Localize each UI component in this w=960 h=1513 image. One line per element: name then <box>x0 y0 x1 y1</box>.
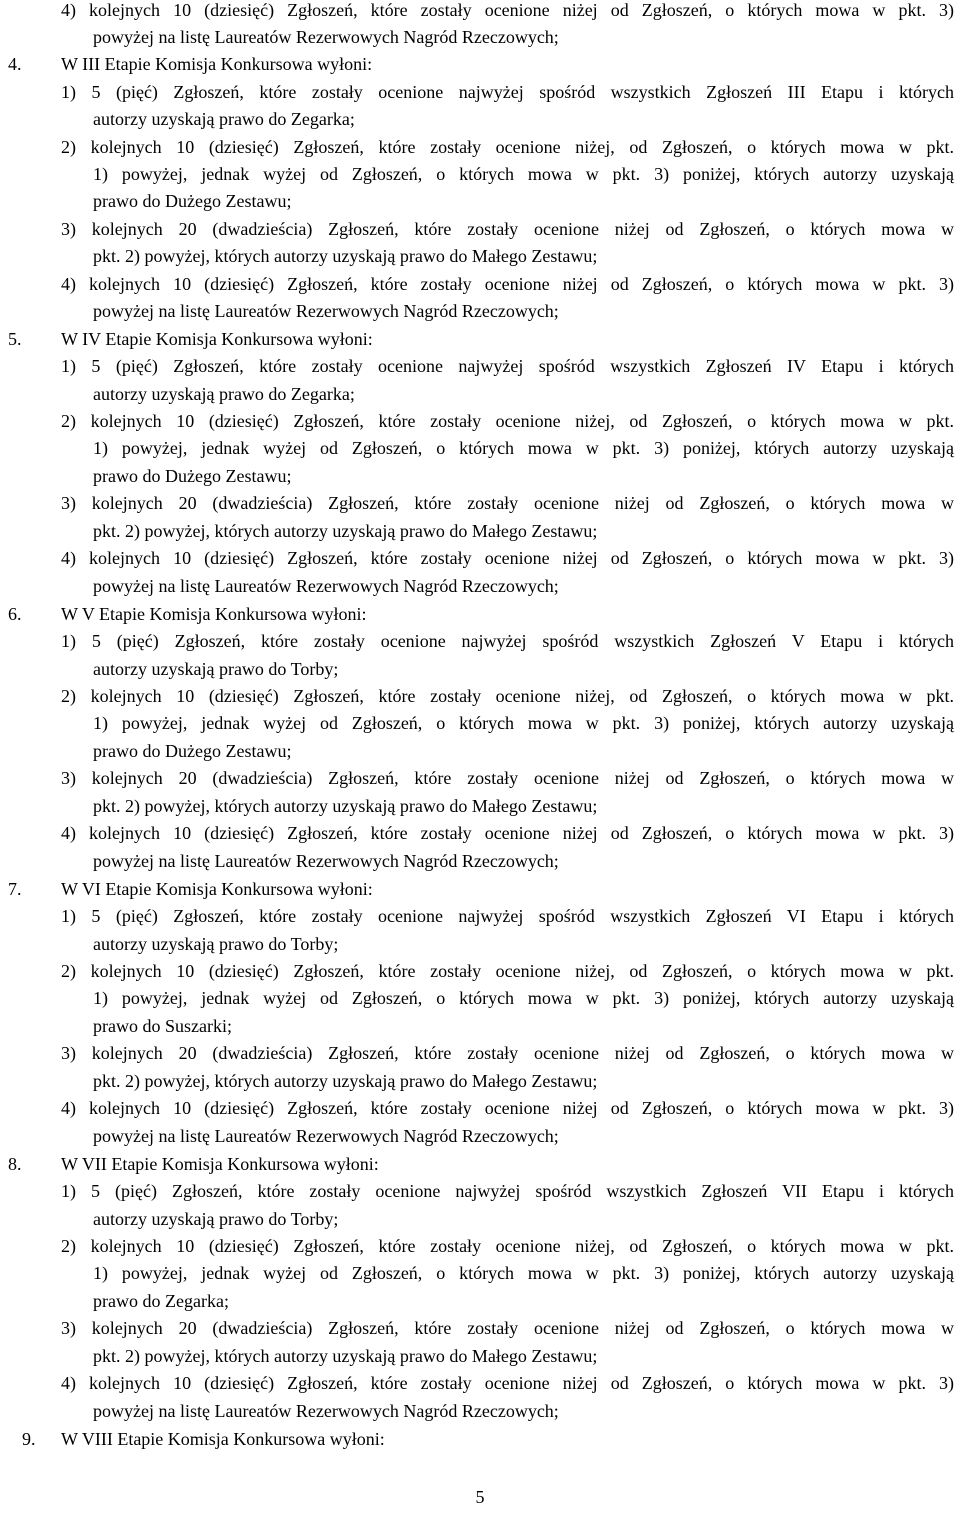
text-line: 4) kolejnych 10 (dziesięć) Zgłoszeń, które zostały ocenione niżej od Zgłoszeń, o których mowa w pkt. 3) <box>61 548 954 568</box>
text-line: 4) kolejnych 10 (dziesięć) Zgłoszeń, które zostały ocenione niżej od Zgłoszeń, o których mowa w pkt. 3) <box>61 1098 954 1118</box>
text-line: 1) 5 (pięć) Zgłoszeń, które zostały ocenione najwyżej spośród wszystkich Zgłoszeń V Etapu i których <box>61 631 954 651</box>
text-line: pkt. 2) powyżej, których autorzy uzyskają prawo do Małego Zestawu; <box>93 246 598 266</box>
text-line: 3) kolejnych 20 (dwadzieścia) Zgłoszeń, które zostały ocenione niżej od Zgłoszeń, o których mowa w <box>61 219 954 239</box>
text-line: prawo do Suszarki; <box>93 1016 232 1036</box>
text-line: prawo do Zegarka; <box>93 1291 229 1311</box>
text-line: 1) powyżej, jednak wyżej od Zgłoszeń, o których mowa w pkt. 3) poniżej, których autorzy uzyskają <box>93 1263 954 1283</box>
text-line: prawo do Dużego Zestawu; <box>93 191 292 211</box>
text-line: 4) kolejnych 10 (dziesięć) Zgłoszeń, które zostały ocenione niżej od Zgłoszeń, o których mowa w pkt. 3) <box>61 274 954 294</box>
page-number: 5 <box>475 1487 485 1507</box>
text-line: 1) 5 (pięć) Zgłoszeń, które zostały ocenione najwyżej spośród wszystkich Zgłoszeń VII Etapu i których <box>61 1181 954 1201</box>
text-line: autorzy uzyskają prawo do Zegarka; <box>93 384 355 404</box>
text-line: powyżej na listę Laureatów Rezerwowych Nagród Rzeczowych; <box>93 1401 559 1421</box>
section-heading: W VI Etapie Komisja Konkursowa wyłoni: <box>61 879 373 899</box>
text-line: 1) 5 (pięć) Zgłoszeń, które zostały ocenione najwyżej spośród wszystkich Zgłoszeń IV Etapu i których <box>61 356 954 376</box>
text-line: autorzy uzyskają prawo do Torby; <box>93 934 339 954</box>
text-line: powyżej na listę Laureatów Rezerwowych Nagród Rzeczowych; <box>93 27 559 47</box>
text-line: 1) powyżej, jednak wyżej od Zgłoszeń, o których mowa w pkt. 3) poniżej, których autorzy uzyskają <box>93 713 954 733</box>
text-line: autorzy uzyskają prawo do Torby; <box>93 659 339 679</box>
text-line: 1) powyżej, jednak wyżej od Zgłoszeń, o których mowa w pkt. 3) poniżej, których autorzy uzyskają <box>93 438 954 458</box>
text-line: powyżej na listę Laureatów Rezerwowych Nagród Rzeczowych; <box>93 1126 559 1146</box>
text-line: 4) kolejnych 10 (dziesięć) Zgłoszeń, które zostały ocenione niżej od Zgłoszeń, o których mowa w pkt. 3) <box>61 823 954 843</box>
section-number: 6. <box>8 604 22 624</box>
text-line: pkt. 2) powyżej, których autorzy uzyskają prawo do Małego Zestawu; <box>93 1071 598 1091</box>
text-line: 1) powyżej, jednak wyżej od Zgłoszeń, o których mowa w pkt. 3) poniżej, których autorzy uzyskają <box>93 988 954 1008</box>
section-number: 8. <box>8 1154 22 1174</box>
text-line: 3) kolejnych 20 (dwadzieścia) Zgłoszeń, które zostały ocenione niżej od Zgłoszeń, o których mowa w <box>61 493 954 513</box>
text-line: autorzy uzyskają prawo do Torby; <box>93 1209 339 1229</box>
text-line: 3) kolejnych 20 (dwadzieścia) Zgłoszeń, które zostały ocenione niżej od Zgłoszeń, o których mowa w <box>61 768 954 788</box>
section-heading: W IV Etapie Komisja Konkursowa wyłoni: <box>61 329 373 349</box>
text-line: powyżej na listę Laureatów Rezerwowych Nagród Rzeczowych; <box>93 851 559 871</box>
text-line: powyżej na listę Laureatów Rezerwowych Nagród Rzeczowych; <box>93 576 559 596</box>
section-number: 4. <box>8 54 22 74</box>
text-line: 1) 5 (pięć) Zgłoszeń, które zostały ocenione najwyżej spośród wszystkich Zgłoszeń VI Etapu i których <box>61 906 954 926</box>
text-line: 3) kolejnych 20 (dwadzieścia) Zgłoszeń, które zostały ocenione niżej od Zgłoszeń, o których mowa w <box>61 1043 954 1063</box>
section-number: 9. <box>22 1429 36 1449</box>
text-line: 3) kolejnych 20 (dwadzieścia) Zgłoszeń, które zostały ocenione niżej od Zgłoszeń, o których mowa w <box>61 1318 954 1338</box>
section-number: 7. <box>8 879 22 899</box>
section-heading: W III Etapie Komisja Konkursowa wyłoni: <box>61 54 373 74</box>
text-line: 1) 5 (pięć) Zgłoszeń, które zostały ocenione najwyżej spośród wszystkich Zgłoszeń III Etapu i których <box>61 82 954 102</box>
text-line: 4) kolejnych 10 (dziesięć) Zgłoszeń, które zostały ocenione niżej od Zgłoszeń, o których mowa w pkt. 3) <box>61 1373 954 1393</box>
text-line: autorzy uzyskają prawo do Zegarka; <box>93 109 355 129</box>
section-number: 5. <box>8 329 22 349</box>
text-line: pkt. 2) powyżej, których autorzy uzyskają prawo do Małego Zestawu; <box>93 521 598 541</box>
text-line: powyżej na listę Laureatów Rezerwowych Nagród Rzeczowych; <box>93 301 559 321</box>
section-heading: W V Etapie Komisja Konkursowa wyłoni: <box>61 604 367 624</box>
text-line: 2) kolejnych 10 (dziesięć) Zgłoszeń, które zostały ocenione niżej, od Zgłoszeń, o których mowa w pkt. <box>61 1236 954 1256</box>
text-line: 2) kolejnych 10 (dziesięć) Zgłoszeń, które zostały ocenione niżej, od Zgłoszeń, o których mowa w pkt. <box>61 961 954 981</box>
section-heading: W VII Etapie Komisja Konkursowa wyłoni: <box>61 1154 379 1174</box>
text-line: 2) kolejnych 10 (dziesięć) Zgłoszeń, które zostały ocenione niżej, od Zgłoszeń, o których mowa w pkt. <box>61 411 954 431</box>
text-line: pkt. 2) powyżej, których autorzy uzyskają prawo do Małego Zestawu; <box>93 1346 598 1366</box>
text-line: prawo do Dużego Zestawu; <box>93 741 292 761</box>
text-line: 1) powyżej, jednak wyżej od Zgłoszeń, o których mowa w pkt. 3) poniżej, których autorzy uzyskają <box>93 164 954 184</box>
text-line: 2) kolejnych 10 (dziesięć) Zgłoszeń, które zostały ocenione niżej, od Zgłoszeń, o których mowa w pkt. <box>61 686 954 706</box>
text-line: 4) kolejnych 10 (dziesięć) Zgłoszeń, które zostały ocenione niżej od Zgłoszeń, o których mowa w pkt. 3) <box>61 0 954 20</box>
section-heading: W VIII Etapie Komisja Konkursowa wyłoni: <box>61 1429 385 1449</box>
text-line: pkt. 2) powyżej, których autorzy uzyskają prawo do Małego Zestawu; <box>93 796 598 816</box>
text-line: 2) kolejnych 10 (dziesięć) Zgłoszeń, które zostały ocenione niżej, od Zgłoszeń, o których mowa w pkt. <box>61 137 954 157</box>
text-line: prawo do Dużego Zestawu; <box>93 466 292 486</box>
